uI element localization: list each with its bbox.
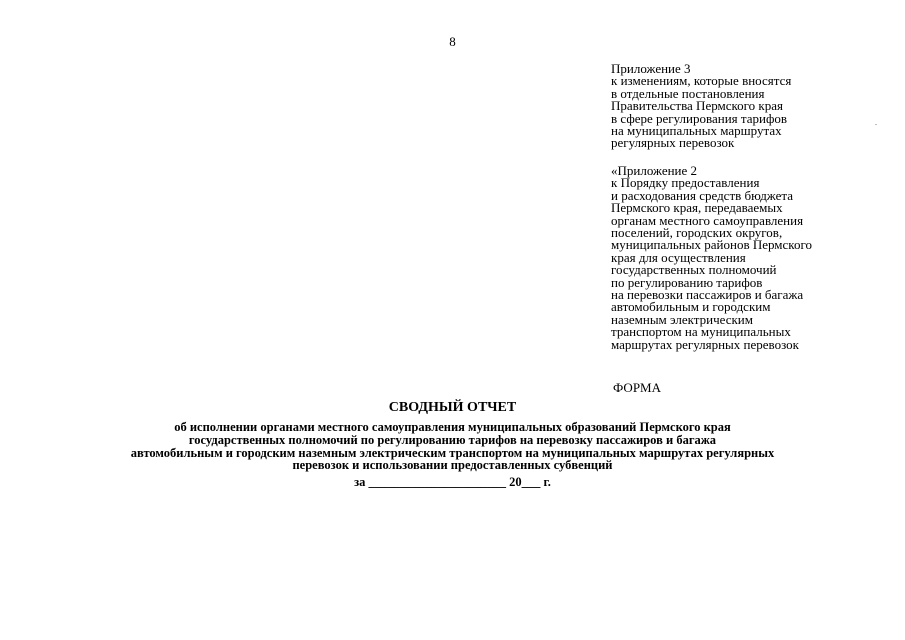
appendix-3-line: в сфере регулирования тарифов: [611, 110, 788, 126]
report-subtitle-line: автомобильным и городским наземным электрическим транспортом на муниципальных маршрутах регулярных: [130, 445, 775, 460]
form-label: ФОРМА: [613, 380, 661, 395]
appendix-2-line: к Порядку предоставления: [611, 175, 760, 191]
appendix-3-line: к изменениям, которые вносятся: [611, 73, 792, 89]
page-number: 8: [449, 34, 456, 49]
appendix-3-line: регулярных перевозок: [611, 135, 735, 151]
appendix-2-line: поселений, городских округов,: [611, 225, 783, 241]
appendix-3-line: на муниципальных маршрутах: [611, 123, 782, 139]
appendix-2-line: органам местного самоуправления: [611, 212, 804, 228]
appendix-2-line: автомобильным и городским: [611, 299, 771, 315]
appendix-3-line: Приложение 3: [611, 61, 691, 76]
appendix-2-line: наземным электрическим: [611, 311, 753, 327]
appendix-2-line: на перевозки пассажиров и багажа: [611, 287, 804, 303]
report-subtitle-line: государственных полномочий по регулированию тарифов на перевозку пассажиров и багажа: [188, 432, 717, 447]
appendix-2-line: и расходования средств бюджета: [611, 187, 793, 203]
report-subtitle-line: перевозок и использовании предоставленных субвенций: [292, 458, 613, 473]
appendix-2-line: государственных полномочий: [611, 262, 777, 278]
appendix-2-header: [611, 165, 896, 351]
appendix-2-line: края для осуществления: [611, 249, 746, 265]
appendix-2-line: по регулированию тарифов: [611, 274, 763, 290]
appendix-3-line: в отдельные постановления: [611, 85, 765, 101]
report-title: СВОДНЫЙ ОТЧЕТ: [388, 400, 517, 415]
appendix-3-header: [611, 63, 896, 150]
appendix-2-line: муниципальных районов Пермского: [611, 237, 812, 253]
appendix-2-line: транспортом на муниципальных: [611, 324, 791, 340]
scan-speck: [875, 124, 877, 125]
report-subtitle: [0, 421, 905, 472]
appendix-2-line: маршрутах регулярных перевозок: [611, 336, 799, 352]
appendix-3-line: Правительства Пермского края: [611, 98, 783, 114]
appendix-2-line: Пермского края, передаваемых: [611, 200, 783, 216]
report-subtitle-line: об исполнении органами местного самоуправления муниципальных образований Пермского края: [174, 420, 731, 434]
appendix-2-line: «Приложение 2: [611, 163, 698, 178]
report-period-line: за ______________________ 20___ г.: [354, 475, 551, 489]
